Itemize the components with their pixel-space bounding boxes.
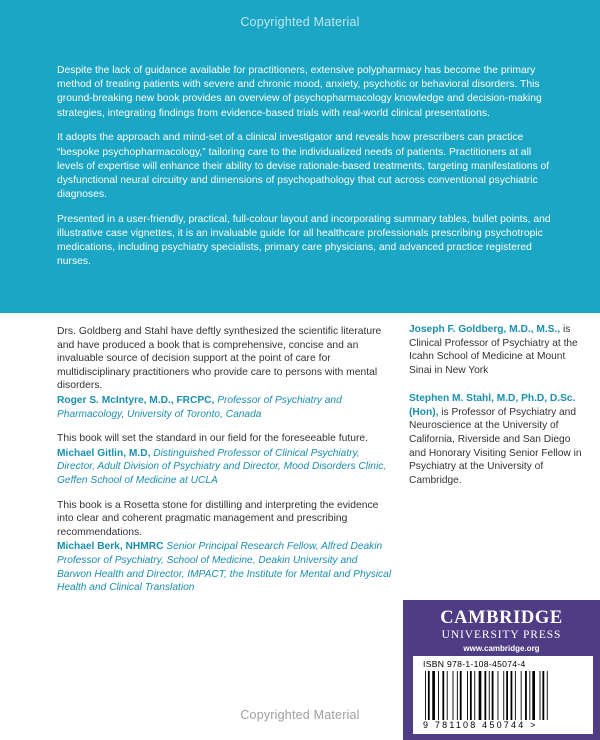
- watermark-bottom: Copyrighted Material: [240, 708, 360, 722]
- endorser-name: Roger S. McIntyre, M.D., FRCPC,: [57, 394, 215, 406]
- description-paragraph: Despite the lack of guidance available for practitioners, extensive polypharmacy has become the primary method of treating patients with severe and chronic mood, anxiety, psychotic or behavioral disorders. This ground-breaking new book provides an overview of psychopharmacology knowledge and decision-making strategies, integrating findings from evidence-based trials with real-world clinical presentations.: [57, 65, 542, 119]
- endorsement-attribution: [57, 394, 392, 421]
- endorsement-text: Drs. Goldberg and Stahl have deftly synthesized the scientific literature and have produced a book that is comprehensive, concise and an invaluable source of decision support at the point of care for multidisciplinary practitioners who provide care to persons with mental disorders.: [57, 326, 382, 392]
- endorsement-attribution: [57, 540, 392, 594]
- publisher-logo-press: UNIVERSITY PRESS: [441, 629, 562, 641]
- endorsement-text: This book will set the standard in our field for the foreseeable future.: [57, 433, 369, 445]
- endorser-role: Professor of Psychiatry and Pharmacology, University of Toronto, Canada: [57, 394, 342, 420]
- endorser-role: Senior Principal Research Fellow, Alfred Deakin Professor of Psychiatry, School of Medicine, Deakin University and Barwon Health and Director, IMPACT, the Institute for Mental and Physical Health and Clinical Translation: [57, 541, 392, 594]
- endorser-name: Michael Gitlin, M.D,: [57, 447, 151, 459]
- endorsement-text: This book is a Rosetta stone for distilling and interpreting the evidence into clear and coherent pragmatic management and prescribing recommendations.: [57, 499, 379, 538]
- author-name: Stephen M. Stahl, M.D, Ph.D, D.Sc. (Hon),: [409, 392, 576, 418]
- description-paragraph: Presented in a user-friendly, practical, full-colour layout and incorporating summary tables, bullet points, and illustrative case vignettes, it is an invaluable guide for all healthcare professionals prescribing psychotropic medications, including psychiatry specialists, primary care physicians, and advanced practice registered nurses.: [57, 213, 551, 268]
- endorser-name: Michael Berk, NHMRC: [57, 541, 164, 553]
- endorsement: [57, 432, 392, 487]
- description-paragraph: It adopts the approach and mind-set of a clinical investigator and reveals how prescribers can practice “bespoke psychopharmacology,” tailoring care to the individualized needs of patients. Practitioners at all levels of expertise will enhance their ability to devise rationale-based treatments, targeting manifestations of dysfunctional neural circuitry and dimensions of psychopathology that cut across conventional psychiatric diagnoses.: [57, 132, 550, 201]
- author-description: is Clinical Professor of Psychiatry at the Icahn School of Medicine at Mount Sinai in New York: [409, 324, 578, 377]
- description-panel: [0, 0, 600, 313]
- endorser-role: Distinguished Professor of Clinical Psychiatry, Director, Adult Division of Psychiatry and Director, Mood Disorders Clinic, Geffen School of Medicine at UCLA: [57, 447, 387, 486]
- endorsement: [57, 499, 392, 595]
- watermark-top: Copyrighted Material: [240, 15, 360, 29]
- publisher-url: www.cambridge.org: [463, 644, 540, 653]
- barcode-digits: 9 781108 450744 >: [421, 720, 591, 730]
- author-bio: [409, 392, 587, 488]
- book-description: [57, 64, 557, 280]
- isbn-barcode-box: [413, 656, 593, 734]
- author-name: Joseph F. Goldberg, M.D., M.S.,: [409, 324, 561, 335]
- author-description: is Professor of Psychiatry and Neuroscience at the University of California, Riverside and San Diego and Honorary Visiting Senior Fellow in Psychiatry at the University of Cambridge.: [409, 406, 582, 487]
- endorsement: [57, 325, 392, 421]
- publisher-logo-name: CAMBRIDGE: [440, 608, 563, 628]
- endorsements: [57, 325, 392, 606]
- author-bio: [409, 323, 587, 378]
- endorsement-attribution: [57, 447, 392, 488]
- author-bios: [409, 323, 587, 502]
- isbn-number: ISBN 978-1-108-45074-4: [423, 659, 526, 669]
